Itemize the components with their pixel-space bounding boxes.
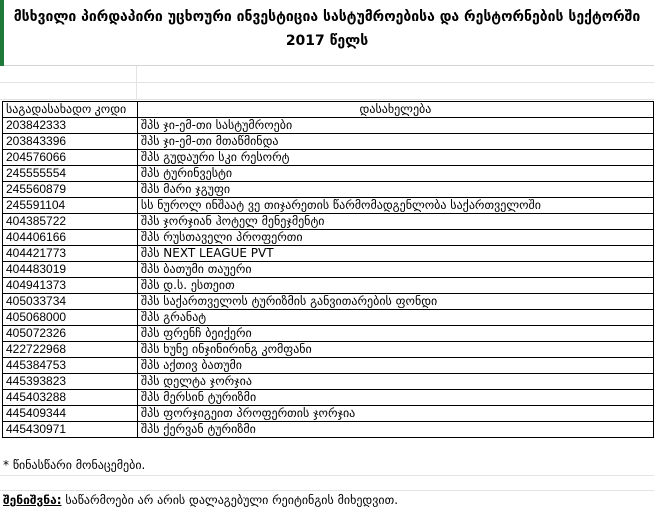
note xyxy=(3,493,398,507)
company-name-cell: შპს მერსინ ტურიზმი xyxy=(137,390,653,406)
tax-code-cell: 404421773 xyxy=(3,246,138,262)
tax-code-cell: 445409344 xyxy=(3,406,138,422)
table-row xyxy=(3,422,654,438)
tax-code-cell: 445403288 xyxy=(3,390,138,406)
table-row xyxy=(3,278,654,294)
company-name-cell: შპს NEXT LEAGUE PVT xyxy=(137,246,653,262)
company-name-cell: შპს გრანატ xyxy=(137,310,653,326)
grid-divider xyxy=(136,66,137,100)
note-label: შენიშვნა: xyxy=(3,493,62,507)
table-row xyxy=(3,134,654,150)
header-tax-code: საგადასახადო კოდი xyxy=(3,102,138,118)
company-name-cell: შპს რუსთაველი პროფერთი xyxy=(137,230,653,246)
company-name-cell: შპს გუდაური სკი რესორტ xyxy=(137,150,653,166)
note-text: საწარმოები არ არის დალაგებული რეიტინგის მიხედვით. xyxy=(61,493,399,507)
tax-code-cell: 204576066 xyxy=(3,150,138,166)
tax-code-cell: 245560879 xyxy=(3,182,138,198)
company-name-cell: შპს ჯი-ემ-თი სასტუმროები xyxy=(137,118,653,134)
company-name-cell: შპს ხუნე ინჯინირინგ კომფანი xyxy=(137,342,653,358)
table-row xyxy=(3,150,654,166)
table-row xyxy=(3,326,654,342)
tax-code-cell: 445384753 xyxy=(3,358,138,374)
tax-code-cell: 445430971 xyxy=(3,422,138,438)
table-row xyxy=(3,198,654,214)
company-name-cell: შპს დელტა ჯორჯია xyxy=(137,374,653,390)
table-row xyxy=(3,262,654,278)
company-name-cell: სს ნუროლ ინშაატ ვე თიჯარეთის წარმომადგენლობა საქართველოში xyxy=(137,198,653,214)
footnote: * წინასწარი მონაცემები. xyxy=(3,458,146,472)
table-row xyxy=(3,406,654,422)
company-name-cell: შპს მარი ჯგუფი xyxy=(137,182,653,198)
company-name-cell: შპს ტურინვესტი xyxy=(137,166,653,182)
table-row xyxy=(3,374,654,390)
table-row xyxy=(3,342,654,358)
tax-code-cell: 422722968 xyxy=(3,342,138,358)
company-name-cell: შპს ჯორჯიან ჰოტელ მენეჯმენტი xyxy=(137,214,653,230)
title-row xyxy=(0,0,654,66)
company-name-cell: შპს ჯი-ემ-თი მთაწმინდა xyxy=(137,134,653,150)
table-body xyxy=(3,118,654,438)
table-row xyxy=(3,294,654,310)
tax-code-cell: 405033734 xyxy=(3,294,138,310)
table-row xyxy=(3,246,654,262)
tax-code-cell: 404483019 xyxy=(3,262,138,278)
company-name-cell: შპს აქთივ ბათუმი xyxy=(137,358,653,374)
tax-code-cell: 445393823 xyxy=(3,374,138,390)
grid-line xyxy=(0,475,654,476)
tax-code-cell: 404941373 xyxy=(3,278,138,294)
tax-code-cell: 404406166 xyxy=(3,230,138,246)
table-row xyxy=(3,182,654,198)
table-header-row xyxy=(3,102,654,118)
table-row xyxy=(3,358,654,374)
blank-row xyxy=(0,66,654,83)
investment-table xyxy=(2,101,654,438)
table-row xyxy=(3,166,654,182)
company-name-cell: შპს ბათუმი თაუერი xyxy=(137,262,653,278)
company-name-cell: შპს ფრენჩ ბეიქერი xyxy=(137,326,653,342)
table-row xyxy=(3,230,654,246)
table-row xyxy=(3,310,654,326)
company-name-cell: შპს ფორჯიგეით პროფერთის ჯორჯია xyxy=(137,406,653,422)
tax-code-cell: 203843396 xyxy=(3,134,138,150)
table-row xyxy=(3,214,654,230)
company-name-cell: შპს საქართველოს ტურიზმის განვითარების ფონდი xyxy=(137,294,653,310)
tax-code-cell: 245591104 xyxy=(3,198,138,214)
grid-line xyxy=(0,490,654,491)
tax-code-cell: 405072326 xyxy=(3,326,138,342)
company-name-cell: შპს დ.ს. ესთეით xyxy=(137,278,653,294)
page-title: მსხვილი პირდაპირი უცხოური ინვესტიცია სასტუმროებისა და რესტორნების სექტორში 2017 წელს xyxy=(13,9,641,49)
tax-code-cell: 245555554 xyxy=(3,166,138,182)
tax-code-cell: 404385722 xyxy=(3,214,138,230)
table-row xyxy=(3,390,654,406)
blank-row xyxy=(0,83,654,100)
header-company-name: დასახელება xyxy=(137,102,653,118)
company-name-cell: შპს ქერვან ტურიზმი xyxy=(137,422,653,438)
table-row xyxy=(3,118,654,134)
tax-code-cell: 203842333 xyxy=(3,118,138,134)
tax-code-cell: 405068000 xyxy=(3,310,138,326)
